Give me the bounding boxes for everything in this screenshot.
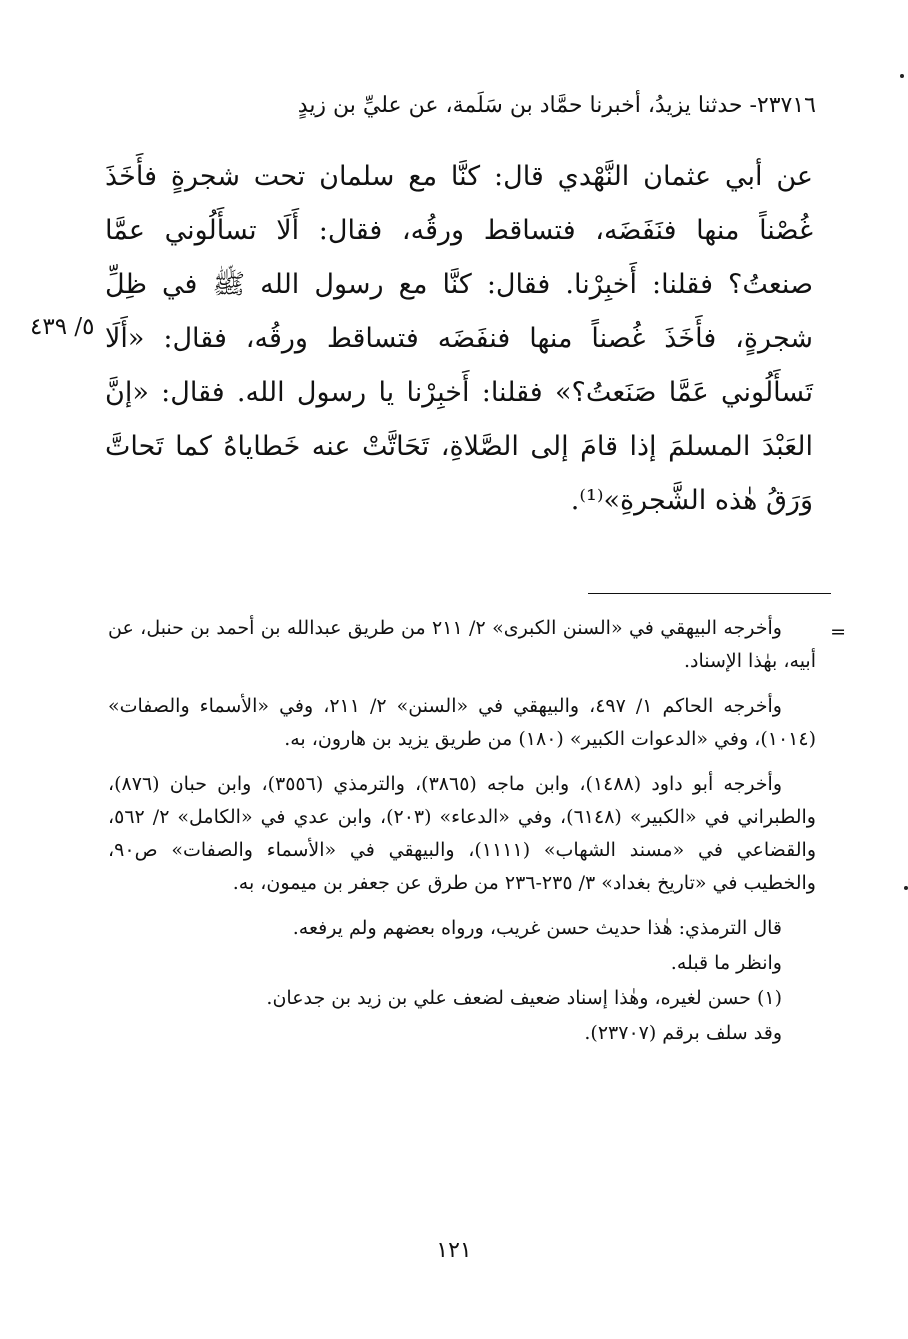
edge-dot-middle [904,886,908,890]
footnote-paragraph: وقد سلف برقم (٢٣٧٠٧). [584,1022,782,1044]
footnote-paragraph: قال الترمذي: هٰذا حديث حسن غريب، ورواه بعضهم ولم يرفعه. [292,917,782,939]
hadith-text [105,150,813,528]
footnote-paragraph: وأخرجه أبو داود (١٤٨٨)، وابن ماجه (٣٨٦٥)، والترمذي (٣٥٥٦)، وابن حبان (٨٧٦)، والطبراني في «الكبير» (٦١٤٨)، وفي «الدعاء» (٢٠٣)، وابن عدي في «الكامل» ٢/ ٥٦٢، والقضاعي في «مسند الشهاب» (١١١١)، والبيهقي في «الأسماء والصفات» ص٩٠، والخطيب في «تاريخ بغداد» ٣/ ٢٣٥-٢٣٦ من طرق عن جعفر بن ميمون، به. [108,773,816,894]
edge-dot-top [900,74,904,78]
footnote-paragraph: وانظر ما قبله. [670,952,782,974]
footnotes [108,612,816,1052]
hadith-number-line: ٢٣٧١٦- حدثنا يزيدُ، أخبرنا حمَّاد بن سَلَمة، عن عليِّ بن زيدٍ [297,93,816,118]
margin-volume-page-reference: ٥/ ٤٣٩ [30,314,95,340]
hadith-matn: عن أبي عثمان النَّهْدي قال: كنَّا مع سلمان تحت شجرةٍ فأَخَذَ غُصْناً منها فنَفَضَه، فتساقط ورقُه، فقال: أَلَا تسأَلُوني عمَّا صنعتُ؟ فقلنا: أَخبِرْنا. فقال: كنَّا مع رسول الله ﷺ في ظِلِّ شجرةٍ، فأَخَذَ غُصناً منها فنفَضَه فتساقط ورقُه، فقال: «أَلَا تَسأَلُوني عَمَّا صَنَعتُ؟» فقلنا: أَخبِرْنا يا رسول الله. فقال: «إنَّ العَبْدَ المسلمَ إذا قامَ إلى الصَّلاةِ، تَحَاتَّتْ عنه خَطاياهُ كما تَحاتَّ وَرَقُ هٰذه الشَّجرةِ»⁽¹⁾. [105,161,813,516]
footnote-paragraph: (١) حسن لغيره، وهٰذا إسناد ضعيف لضعف علي بن زيد بن جدعان. [266,987,782,1009]
footnote-paragraph: وأخرجه الحاكم ١/ ٤٩٧، والبيهقي في «السنن» ٢/ ٢١١، وفي «الأسماء والصفات» (١٠١٤)، وفي «الدعوات الكبير» (١٨٠) من طريق يزيد بن هارون، به. [108,695,816,750]
footnote-paragraph: وأخرجه البيهقي في «السنن الكبرى» ٢/ ٢١١ من طريق عبدالله بن أحمد بن حنبل، عن أبيه، بهٰذا الإسناد. [108,617,816,672]
footnote-continuation-marker: = [830,621,846,643]
page-number: ١٢١ [436,1238,472,1263]
footnote-divider [588,593,831,594]
